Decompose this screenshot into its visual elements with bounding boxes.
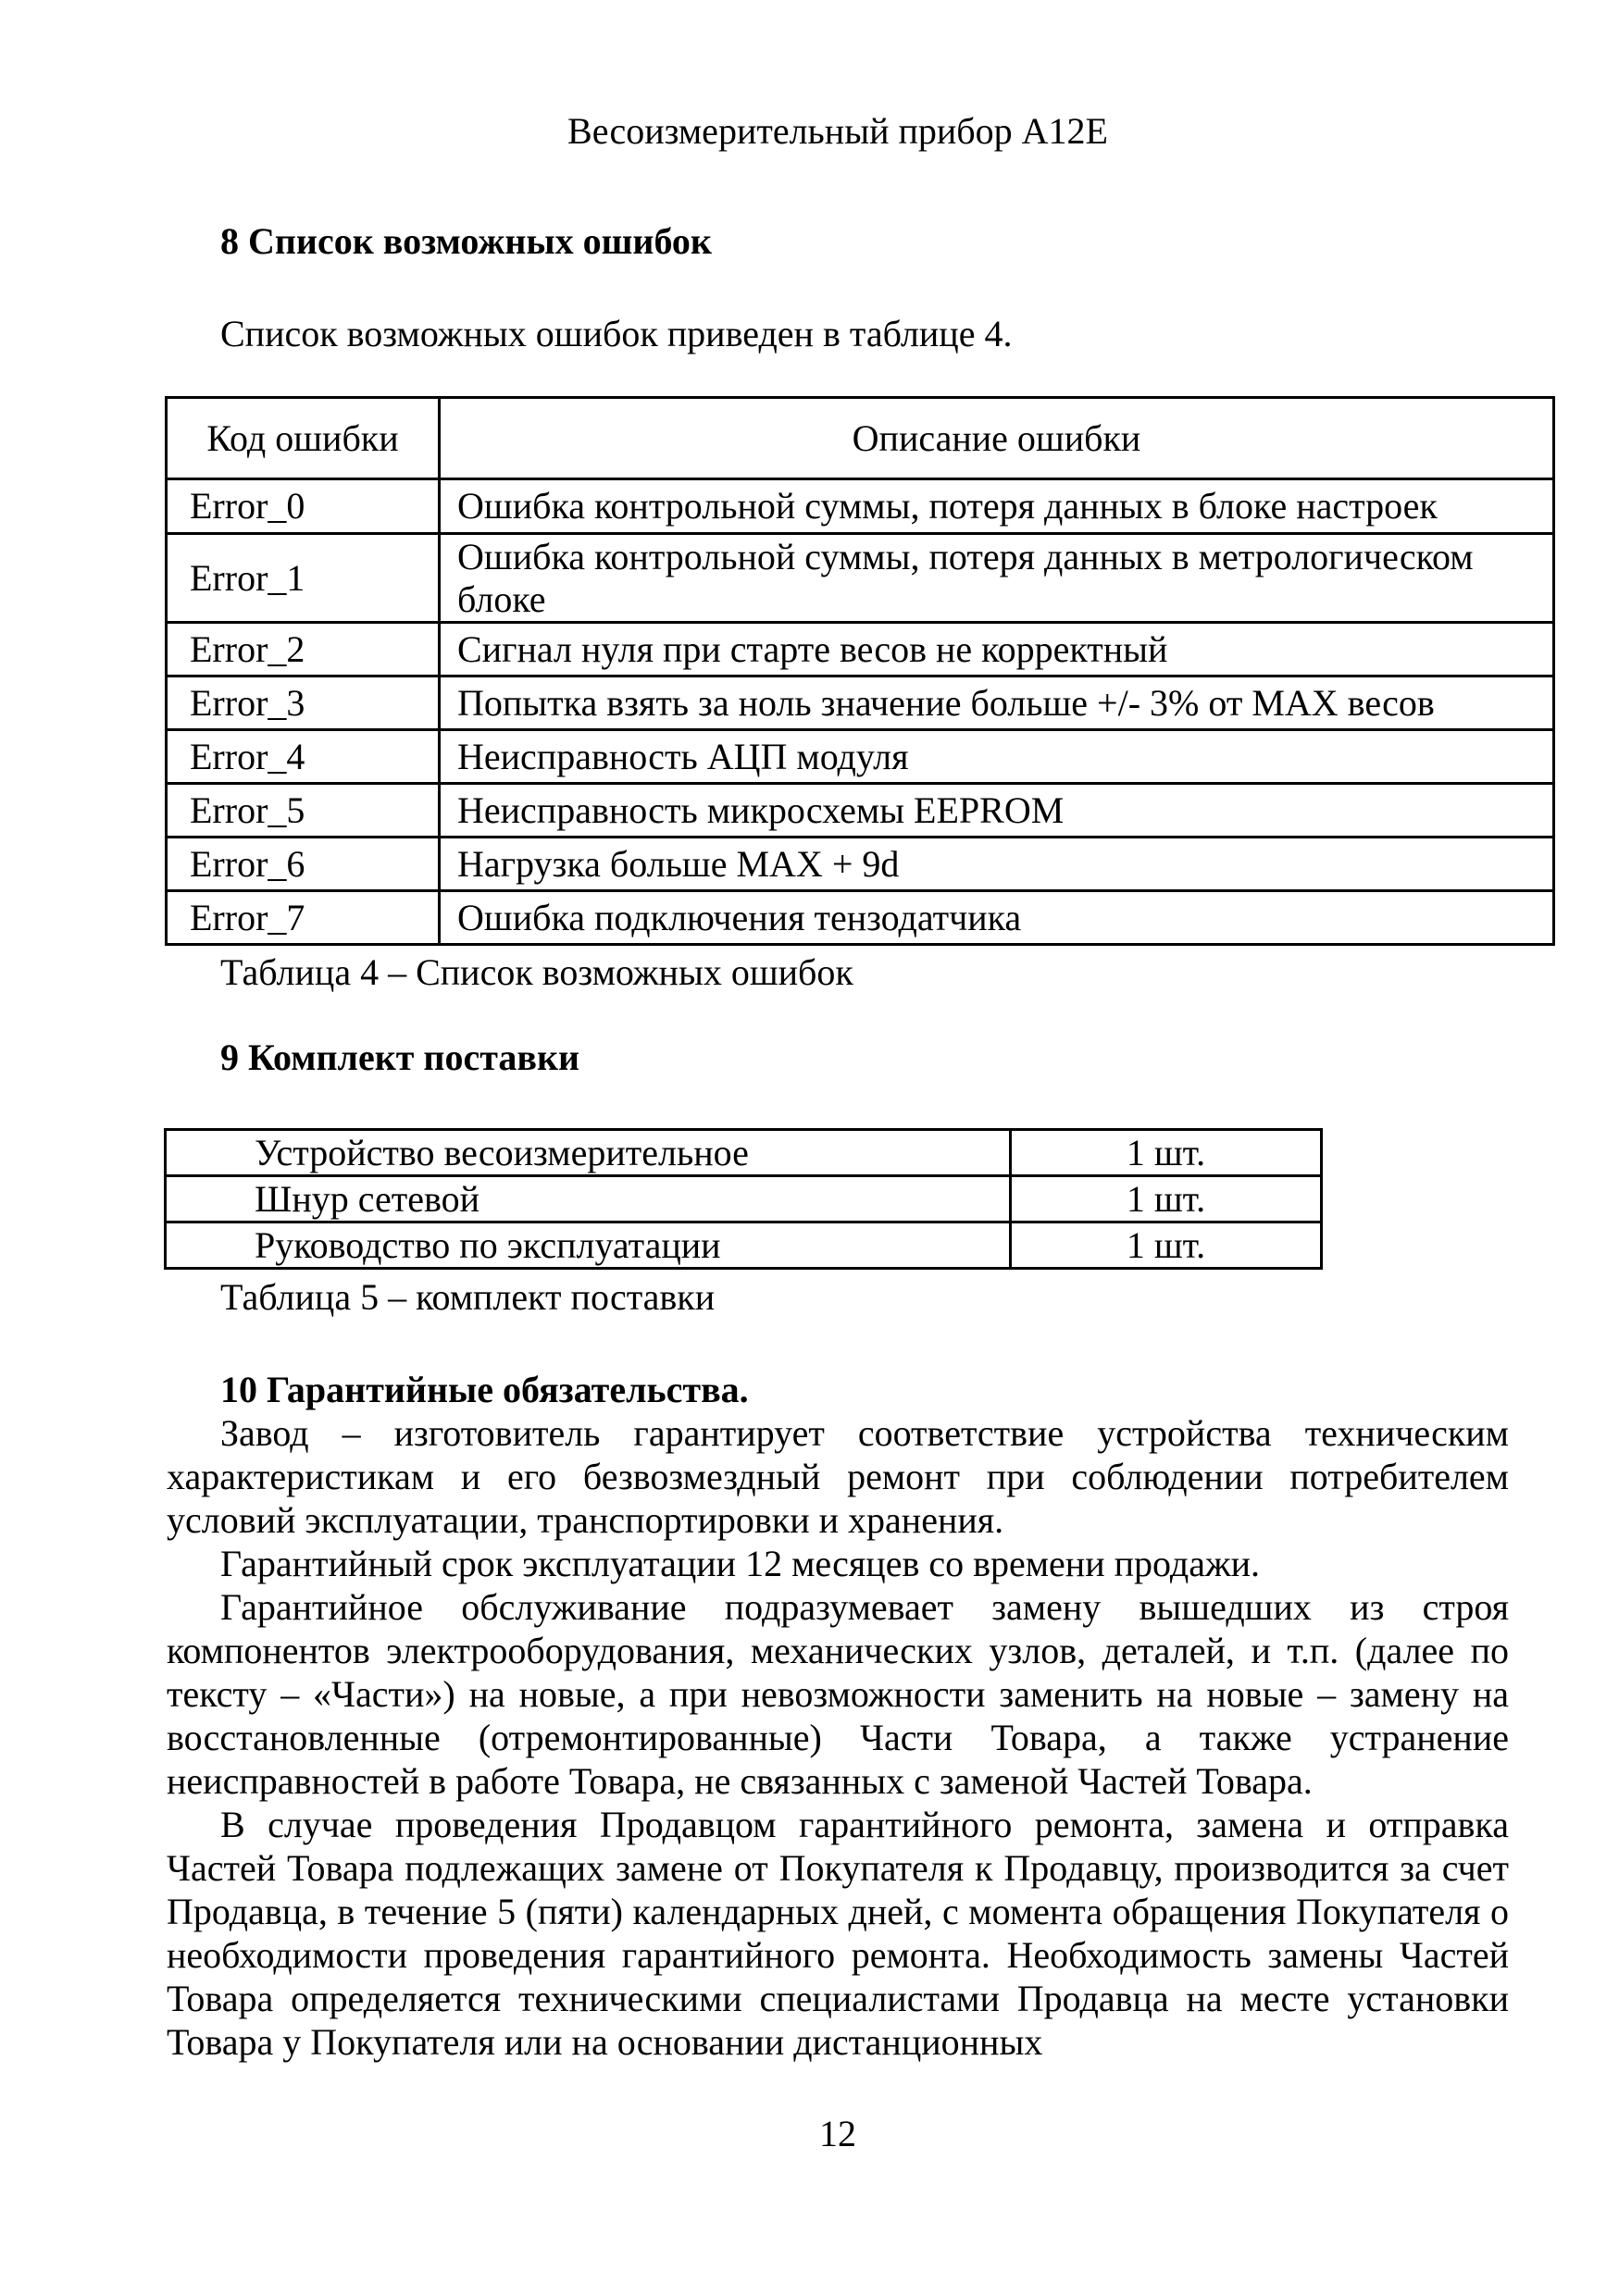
section-9-heading: 9 Комплект поставки [220, 1036, 580, 1078]
package-qty-cell: 1 шт. [1011, 1222, 1322, 1269]
package-qty-cell: 1 шт. [1011, 1130, 1322, 1176]
table-row [166, 1222, 1322, 1269]
package-item-cell: Руководство по эксплуатации [166, 1222, 1011, 1269]
table-row [167, 838, 1554, 891]
error-code-cell: Error_6 [167, 838, 440, 891]
error-codes-table [165, 396, 1555, 946]
page-number: 12 [819, 2113, 856, 2154]
error-description-cell: Ошибка контрольной суммы, потеря данных в метрологическом блоке [440, 534, 1554, 623]
table-row [167, 784, 1554, 838]
error-description-cell: Ошибка контрольной суммы, потеря данных в блоке настроек [440, 479, 1554, 534]
table-5-caption: Таблица 5 – комплект поставки [220, 1276, 716, 1318]
table-row [167, 730, 1554, 784]
error-code-cell: Error_2 [167, 623, 440, 676]
error-description-column-header: Описание ошибки [440, 398, 1554, 479]
error-description-cell: Неисправность АЦП модуля [440, 730, 1554, 784]
error-code-cell: Error_0 [167, 479, 440, 534]
error-code-cell: Error_5 [167, 784, 440, 838]
error-code-cell: Error_3 [167, 676, 440, 730]
error-description-cell: Нагрузка больше MAX + 9d [440, 838, 1554, 891]
package-item-cell: Устройство весоизмерительное [166, 1130, 1011, 1176]
table-row [167, 676, 1554, 730]
error-code-cell: Error_1 [167, 534, 440, 623]
error-code-cell: Error_4 [167, 730, 440, 784]
table-row [167, 623, 1554, 676]
warranty-paragraph-1: Завод – изготовитель гарантирует соответствие устройства техническим характеристикам и его безвозмездный ремонт при соблюдении потребителем условий эксплуатации, транспортировки и хранения. [167, 1412, 1509, 1541]
error-code-column-header: Код ошибки [167, 398, 440, 479]
error-description-cell: Попытка взять за ноль значение больше +/- 3% от MAX весов [440, 676, 1554, 730]
table-row [166, 1176, 1322, 1222]
table-4-caption: Таблица 4 – Список возможных ошибок [220, 951, 853, 993]
warranty-paragraph-2: Гарантийный срок эксплуатации 12 месяцев со времени продажи. [220, 1543, 1261, 1584]
running-header: Весоизмерительный прибор А12Е [567, 110, 1108, 152]
table-row [166, 1130, 1322, 1176]
section-8-heading: 8 Список возможных ошибок [220, 220, 712, 262]
error-description-cell: Неисправность микросхемы EEPROM [440, 784, 1554, 838]
error-table-header-row [167, 398, 1554, 479]
package-item-cell: Шнур сетевой [166, 1176, 1011, 1222]
error-description-cell: Ошибка подключения тензодатчика [440, 891, 1554, 945]
section-10-heading: 10 Гарантийные обязательства. [220, 1369, 749, 1410]
table-row [167, 534, 1554, 623]
error-description-cell: Сигнал нуля при старте весов не корректный [440, 623, 1554, 676]
error-code-cell: Error_7 [167, 891, 440, 945]
warranty-paragraph-3: Гарантийное обслуживание подразумевает замену вышедших из строя компонентов электрооборудования, механических узлов, деталей, и т.п. (далее по тексту – «Части») на новые, а при невозможности заменить на новые – замену на восстановленные (отремонтированные) Части Товара, а также устранение неисправностей в работе Товара, не связанных с заменой Частей Товара. [167, 1586, 1509, 1802]
package-qty-cell: 1 шт. [1011, 1176, 1322, 1222]
section-8-intro-paragraph: Список возможных ошибок приведен в таблице 4. [220, 313, 1013, 354]
table-row [167, 891, 1554, 945]
table-row [167, 479, 1554, 534]
package-contents-table [164, 1128, 1323, 1270]
warranty-paragraph-4: В случае проведения Продавцом гарантийного ремонта, замена и отправка Частей Товара подлежащих замене от Покупателя к Продавцу, производится за счет Продавца, в течение 5 (пяти) календарных дней, с момента обращения Покупателя о необходимости проведения гарантийного ремонта. Необходимость замены Частей Товара определяется техническими специалистами Продавца на месте установки Товара у Покупателя или на основании дистанционных [167, 1804, 1509, 2063]
